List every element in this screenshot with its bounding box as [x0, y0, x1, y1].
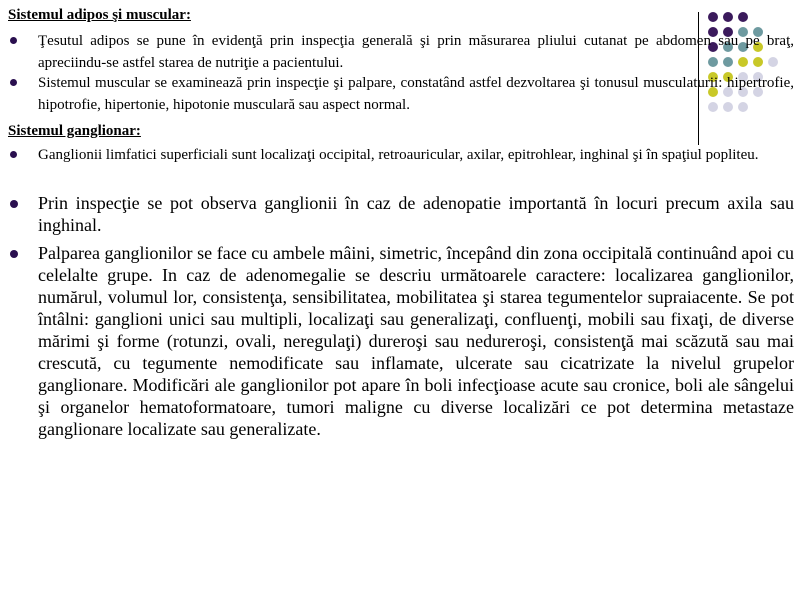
decorative-dot	[738, 12, 748, 22]
list-item-text: Ţesutul adipos se pune în evidenţă prin inspecţia generală şi prin măsurarea pliului cutanat pe abdomen sau pe braţ, apreciindu-se astfel starea de nutriţie a pacientului.	[38, 33, 794, 71]
bullet-icon	[8, 72, 38, 116]
section-heading-lymph-nodes: Sistemul ganglionar:	[8, 123, 141, 139]
bullet-icon	[8, 144, 38, 166]
decorative-dot	[708, 12, 718, 22]
list-item-text: Ganglionii limfatici superficiali sunt localizaţi occipital, retroauricular, axilar, epitrohlear, inghinal şi în spaţiul popliteu.	[38, 147, 759, 163]
list-item	[8, 144, 794, 166]
list-item-text: Palparea ganglionilor se face cu ambele mâini, simetric, începând din zona occipitală continuând apoi cu celelalte grupe. In caz de adenomegalie se descriu următoarele caractere: localizarea ganglionilor, numărul, volumul lor, consistenţa, sensibilitatea, mobilitatea şi starea tegumentelor supraiacente. Se pot întâlni: ganglioni unici sau multipli, localizaţi sau generalizaţi, confluenţi, mobili sau fixaţi, de diverse mărimi şi forme (rotunzi, ovali, neregulaţi) dureroşi sau nedureroşi, consistenţă mai scăzută sau mai crescută, cu tegumente nemodificate sau inflamate, ulcerate sau cicatrizate la nivelul grupelor ganglionare. Modificări ale ganglionilor pot apare în boli infecţioase acute sau cronice, boli ale sângelui şi organelor hematoformatoare, tumori maligne cu diverse localizări ce pot determina metastaze ganglionare localizate sau generalizate.	[38, 243, 794, 439]
bullet-icon	[8, 30, 38, 74]
list-item	[8, 242, 794, 440]
bullet-icon	[8, 242, 38, 440]
list-item	[8, 72, 794, 116]
bullet-icon	[8, 192, 38, 236]
list-item	[8, 192, 794, 236]
decorative-dot	[723, 12, 733, 22]
list-item-text: Prin inspecţie se pot observa ganglionii în caz de adenopatie importantă în locuri precum axila sau inghinal.	[38, 193, 794, 235]
section-heading-adipose-muscular: Sistemul adipos şi muscular:	[8, 7, 191, 23]
list-item	[8, 30, 794, 74]
list-item-text: Sistemul muscular se examinează prin inspecţie şi palpare, constatând astfel dezvoltarea şi tonusul musculaturii: hipertrofie, hipotrofie, hipertonie, hipotonie musculară sau aspect normal.	[38, 75, 794, 113]
